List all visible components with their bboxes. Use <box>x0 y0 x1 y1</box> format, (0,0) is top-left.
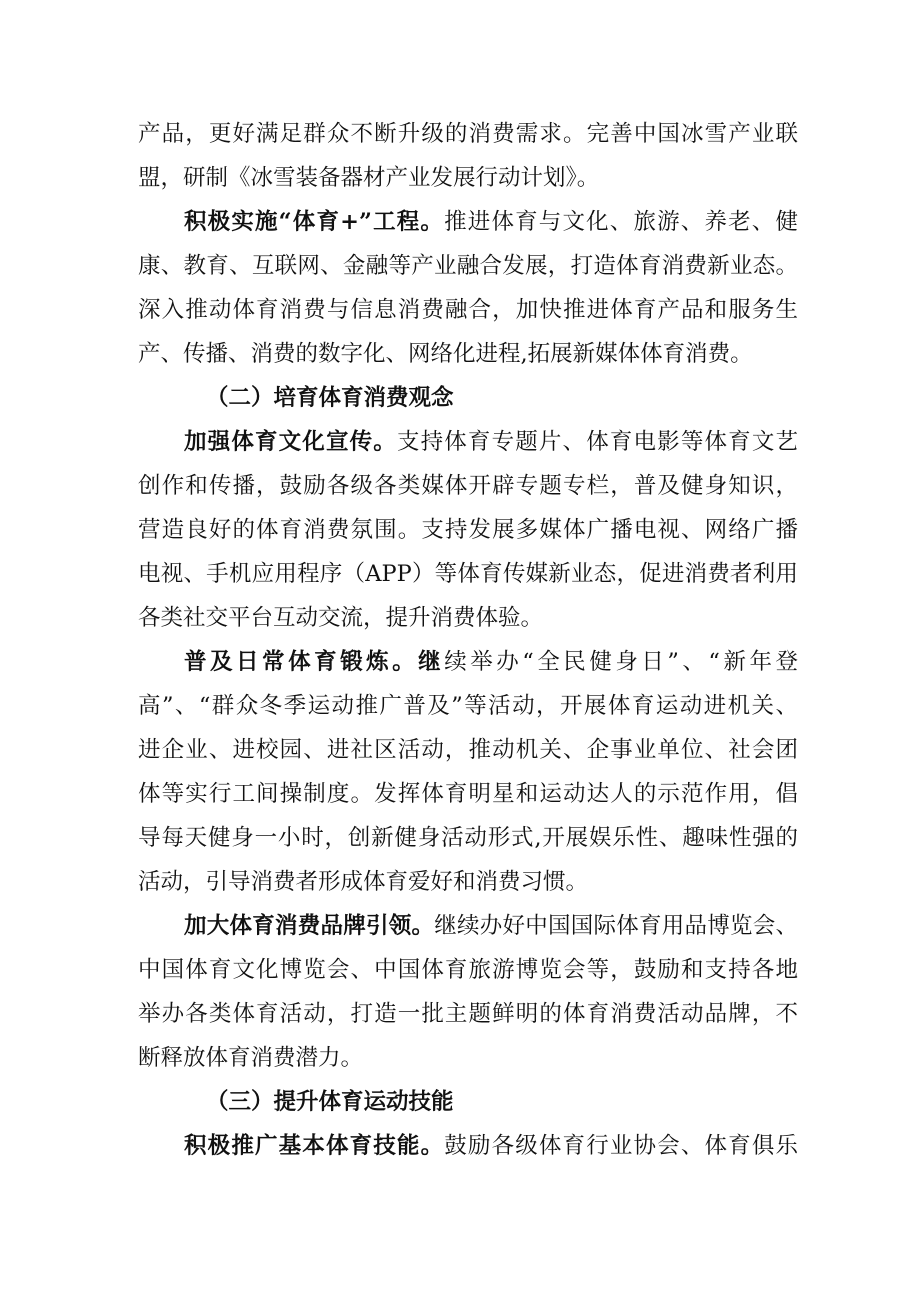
paragraph-text: 鼓励各级体育行业协会、体育俱乐 <box>444 1133 798 1159</box>
paragraph-line: 产品，更好满足群众不断升级的消费需求。完善中国冰雪产业联 <box>138 121 798 147</box>
section-heading: （三）提升体育运动技能 <box>206 1089 454 1115</box>
paragraph-line: 康、教育、互联网、金融等产业融合发展，打造体育消费新业态。 <box>138 253 798 279</box>
paragraph-line <box>184 1124 798 1168</box>
paragraph-line: 各类社交平台互动交流，提升消费体验。 <box>138 605 544 631</box>
paragraph-line: 营造良好的体育消费氛围。支持发展多媒体广播电视、网络广播 <box>138 517 798 543</box>
section-heading: （二）培育体育消费观念 <box>206 385 454 411</box>
paragraph-line: 断释放体育消费潜力。 <box>138 1045 364 1071</box>
paragraph-line: 进企业、进校园、进社区活动，推动机关、企事业单位、社会团 <box>138 737 798 763</box>
paragraph-line: 深入推动体育消费与信息消费融合，加快推进体育产品和服务生 <box>138 297 798 323</box>
paragraph-line: 电视、手机应用程序（APP）等体育传媒新业态，促进消费者利用 <box>138 561 798 587</box>
paragraph-line: 盟，研制《冰雪装备器材产业发展行动计划》。 <box>138 165 600 191</box>
paragraph-line: 中国体育文化博览会、中国体育旅游博览会等，鼓励和支持各地 <box>138 957 798 983</box>
paragraph-line <box>184 420 798 464</box>
paragraph-line <box>184 904 798 948</box>
paragraph-line: 创作和传播，鼓励各级各类媒体开辟专题专栏，普及健身知识， <box>138 473 798 499</box>
paragraph-lead: 积极推广基本体育技能。 <box>184 1133 445 1159</box>
paragraph-line: 导每天健身一小时，创新健身活动形式,开展娱乐性、趣味性强的 <box>138 825 798 851</box>
paragraph-text: 继续办好中国国际体育用品博览会、 <box>434 913 798 939</box>
paragraph-lead: 普及日常体育锻炼。继 <box>184 649 445 675</box>
paragraph-line: 举办各类体育活动，打造一批主题鲜明的体育消费活动品牌，不 <box>138 1001 798 1027</box>
paragraph-line: 产、传播、消费的数字化、网络化进程,拓展新媒体体育消费。 <box>138 341 753 367</box>
paragraph-line <box>184 200 798 244</box>
paragraph-lead: 加强体育文化宣传。 <box>184 429 397 455</box>
paragraph-line: 活动，引导消费者形成体育爱好和消费习惯。 <box>138 869 589 895</box>
paragraph-text: 续举办“全民健身日”、“新年登 <box>444 649 798 675</box>
paragraph-lead: 加大体育消费品牌引领。 <box>184 913 435 939</box>
paragraph-text: 推进体育与文化、旅游、养老、健 <box>444 209 798 235</box>
paragraph-line: 高”、“群众冬季运动推广普及”等活动，开展体育运动进机关、 <box>138 693 798 719</box>
paragraph-text: 支持体育专题片、体育电影等体育文艺 <box>396 429 798 455</box>
paragraph-lead: 积极实施“体育+”工程。 <box>184 209 445 235</box>
paragraph-line <box>184 640 798 684</box>
paragraph-line: 体等实行工间操制度。发挥体育明星和运动达人的示范作用，倡 <box>138 781 798 807</box>
